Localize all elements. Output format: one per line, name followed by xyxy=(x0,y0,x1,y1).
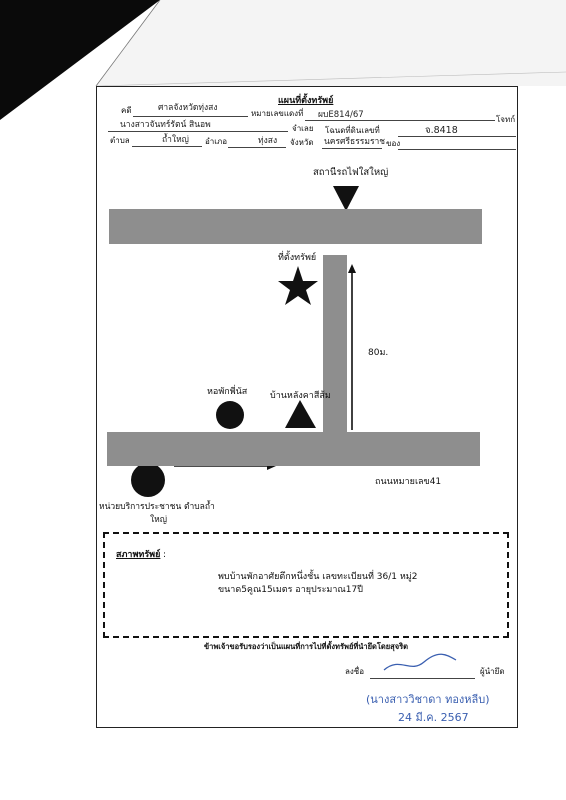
subdistrict-label: ตำบล xyxy=(110,136,130,145)
certification-text: ข้าพเจ้าขอรับรองว่าเป็นแผนที่การไปที่ตั้งทรัพย์ที่นำยึดโดยสุจริต xyxy=(204,642,409,651)
role-label: ผู้นำยึด xyxy=(480,667,505,676)
orange-roof-house-triangle xyxy=(285,400,316,428)
condition-line-2: ขนาด5คูณ15เมตร อายุประมาณ17ปี xyxy=(218,585,363,595)
black-no-label: หมายเลขแดงที่ xyxy=(251,109,304,118)
distance-label: 80ม. xyxy=(368,348,389,358)
deed-label: โฉนดที่ดินเลขที่ xyxy=(325,126,380,135)
plaintiff-label: โจทก์ xyxy=(496,115,516,124)
deed-value: จ.8418 xyxy=(425,125,458,136)
sign-label: ลงชื่อ xyxy=(345,667,365,676)
railway-road-top xyxy=(109,209,482,244)
signature-scribble xyxy=(380,648,460,678)
condition-heading: สภาพทรัพย์ xyxy=(116,550,161,560)
main-road-bottom xyxy=(107,432,480,466)
subdistrict-value: ถ้ำใหญ่ xyxy=(162,135,189,145)
form-title: แผนที่ตั้งทรัพย์ xyxy=(278,96,334,106)
stamp-name: (นางสาววิชาดา ทองหลีบ) xyxy=(366,693,490,706)
of-label: ของ xyxy=(386,139,401,148)
station-marker-triangle xyxy=(333,186,359,211)
district-label: อำเภอ xyxy=(205,137,228,146)
court-value: ศาลจังหวัดทุ่งสง xyxy=(158,103,218,113)
defendant-label: จำเลย xyxy=(292,124,314,133)
province-value: นครศรีธรรมราช xyxy=(324,137,386,147)
property-label: ที่ตั้งทรัพย์ xyxy=(278,253,317,263)
service-unit-label-line2: ใหญ่ xyxy=(150,515,167,525)
side-road-vertical xyxy=(323,255,347,435)
property-star-icon xyxy=(278,266,318,305)
service-unit-marker-circle xyxy=(131,463,165,497)
condition-colon: : xyxy=(163,550,167,560)
stamp-date: 24 มี.ค. 2567 xyxy=(398,711,469,724)
service-unit-label-line1: หน่วยบริการประชาชน ตำบลถ้ำ xyxy=(99,502,215,512)
signature-underline xyxy=(370,678,475,679)
dorm-label: หอพักพี่นัส xyxy=(207,387,248,397)
black-no-value: ผบE814/67 xyxy=(318,110,364,120)
distance-arrow-head xyxy=(348,264,356,273)
condition-line-1: พบบ้านพักอาศัยตึกหนึ่งชั้น เลขทะเบียนที่ 36/1 หมู่2 xyxy=(218,572,418,582)
station-label: สถานีรถไฟใสใหญ่ xyxy=(313,167,389,178)
road-label: ถนนหมายเลข41 xyxy=(375,477,442,487)
orange-roof-label: บ้านหลังคาสีส้ม xyxy=(270,391,331,401)
case-label: คดี xyxy=(121,106,132,115)
dorm-marker-circle xyxy=(216,401,244,429)
district-value: ทุ่งสง xyxy=(258,136,278,146)
province-label: จังหวัด xyxy=(290,138,314,147)
defendant-name: นางสาวจันทร์รัตน์ สินอพ xyxy=(120,120,211,130)
